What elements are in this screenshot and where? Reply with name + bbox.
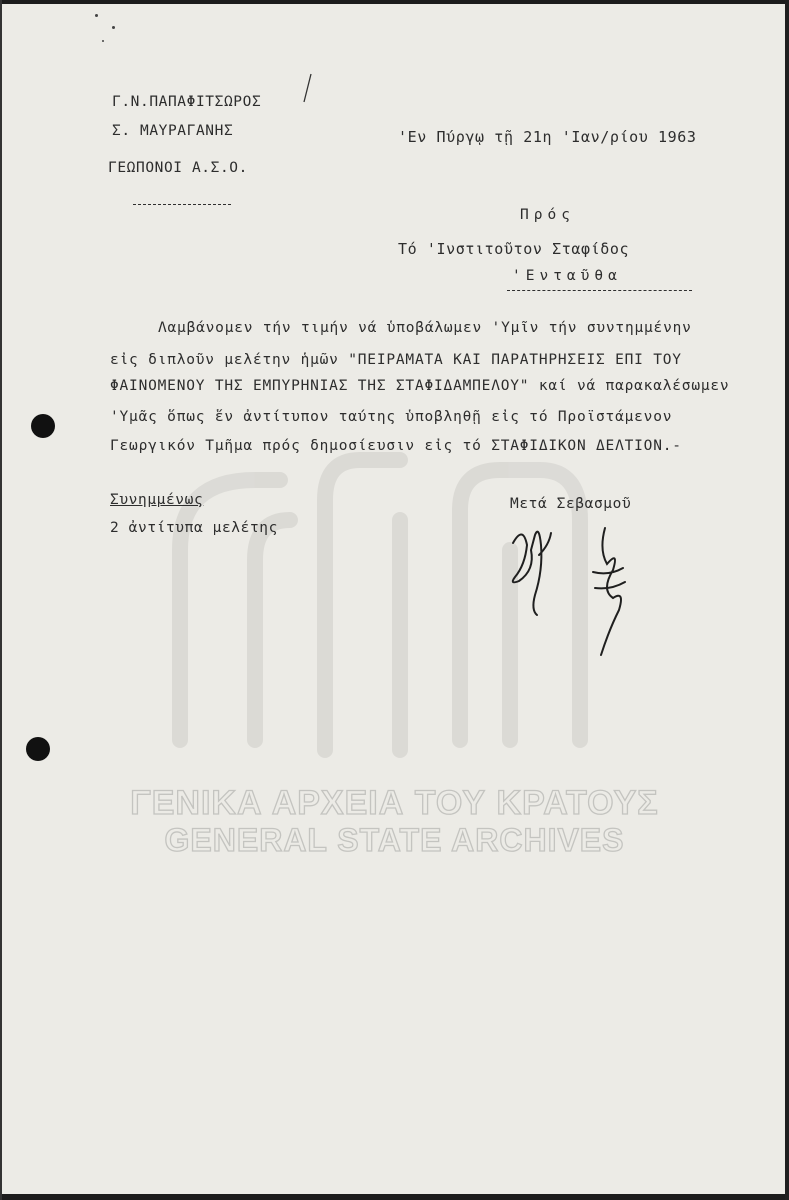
scan-edge-bottom	[0, 1194, 789, 1200]
date-line: 'Εν Πύργῳ τῇ 21η 'Ιαν/ρίου 1963	[398, 128, 697, 146]
pen-mark	[300, 72, 314, 106]
sender-name-1: Γ.Ν.ΠΑΠΑΦΙΤΣΩΡΟΣ	[112, 94, 262, 110]
sender-divider	[133, 204, 231, 205]
sender-name-2: Σ. ΜΑΥΡΑΓΑΝΗΣ	[112, 123, 234, 139]
recipient-location: 'Ενταῦθα	[512, 268, 622, 284]
scan-speck	[102, 40, 104, 42]
body-line-2: εἰς διπλοῦν μελέτην ἡμῶν "ΠΕΙΡΑΜΑΤΑ ΚΑΙ ΠΑΡΑΤΗΡΗΣΕΙΣ ΕΠΙ ΤΟΥ	[110, 352, 682, 368]
body-line-4: 'Υμᾶς ὅπως ἕν ἀντίτυπον ταύτης ὑποβληθῇ εἰς τό Προϊστάμενον	[110, 409, 673, 425]
recipient-pros: Πρός	[520, 207, 575, 223]
punch-hole-upper	[31, 414, 55, 438]
signature-1	[505, 515, 565, 625]
attachments-item: 2 ἀντίτυπα μελέτης	[110, 520, 278, 536]
scan-edge-left	[0, 0, 2, 1200]
closing-phrase: Μετά Σεβασμοῦ	[510, 496, 632, 512]
archive-watermark-greek: ΓΕΝΙΚΑ ΑΡΧΕΙΑ ΤΟΥ ΚΡΑΤΟΥΣ	[130, 784, 659, 822]
signature-2	[585, 520, 635, 660]
scan-edge-top	[0, 0, 789, 4]
attachments-label: Συνημμένως	[110, 492, 204, 508]
body-line-5: Γεωργικόν Τμῆμα πρός δημοσίευσιν εἰς τό ΣΤΑΦΙΔΙΚΟΝ ΔΕΛΤΙΟΝ.-	[110, 438, 682, 454]
scan-edge-right	[785, 0, 789, 1200]
body-line-1: Λαμβάνομεν τήν τιμήν νά ὑποβάλωμεν 'Υμῖν τήν συντημμένην	[158, 320, 692, 336]
sender-title: ΓΕΩΠΟΝΟΙ Α.Σ.Ο.	[108, 160, 248, 176]
punch-hole-lower	[26, 737, 50, 761]
body-line-3: ΦΑΙΝΟΜΕΝΟΥ ΤΗΣ ΕΜΠΥΡΗΝΙΑΣ ΤΗΣ ΣΤΑΦΙΔΑΜΠΕΛΟΥ" καί νά παρακαλέσωμεν	[110, 378, 730, 394]
recipient-underline	[507, 290, 692, 291]
archive-watermark-english: GENERAL STATE ARCHIVES	[164, 822, 625, 858]
scan-speck	[95, 14, 98, 17]
scan-speck	[112, 26, 115, 29]
recipient-institute: Τό 'Ινστιτοῦτον Σταφίδος	[398, 240, 630, 258]
